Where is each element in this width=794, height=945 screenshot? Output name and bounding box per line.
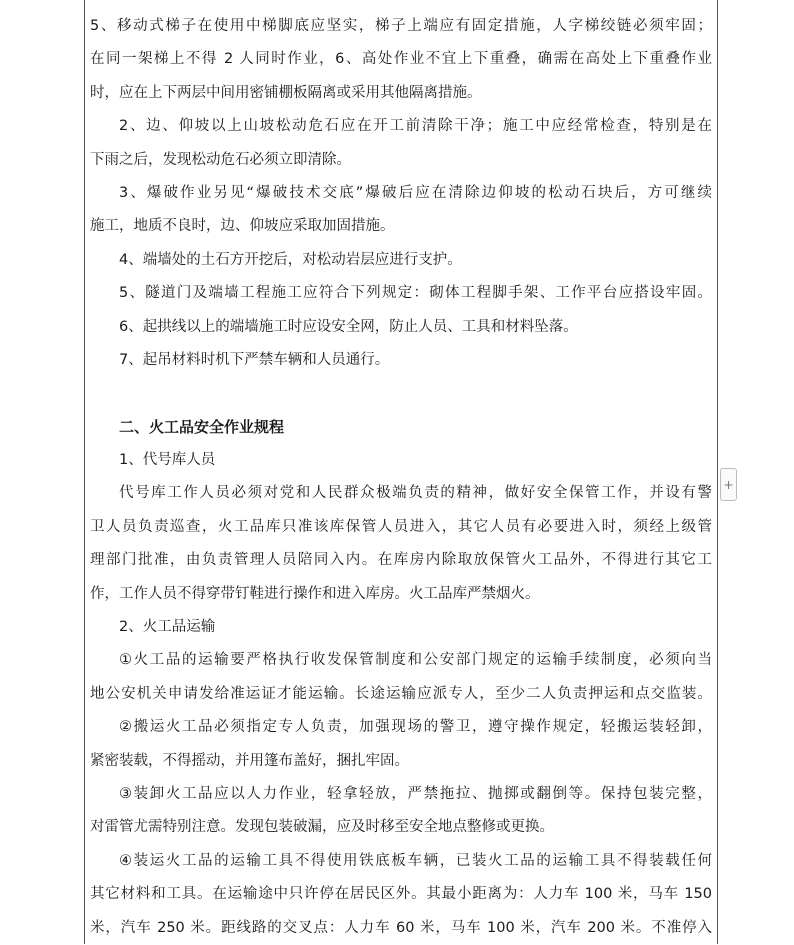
text-line: 1、代号库人员 xyxy=(119,452,216,469)
text-line: 7、起吊材料时机下严禁车辆和人员通行。 xyxy=(119,351,390,368)
text-line: 对雷管尤需特别注意。发现包装破漏，应及时移至安全地点整修或更换。 xyxy=(90,819,554,836)
text-line: ④装运火工品的运输工具不得使用铁底板车辆，已装火工品的运输工具不得装载任何 xyxy=(119,852,712,869)
text-line: 在同一架梯上不得 2 人同时作业，6、高处作业不宜上下重叠，确需在高处上下重叠作业 xyxy=(90,51,712,68)
text-line: 代号库工作人员必须对党和人民群众极端负责的精神，做好安全保管工作，并设有警 xyxy=(119,485,712,502)
text-line: 4、端墙处的土石方开挖后，对松动岩层应进行支护。 xyxy=(119,251,462,268)
text-line: 2、火工品运输 xyxy=(119,619,216,636)
text-line: 5、隧道门及端墙工程施工应符合下列规定：砌体工程脚手架、工作平台应搭设牢固。 xyxy=(119,285,712,302)
text-line: 紧密装载，不得摇动，并用篷布盖好，捆扎牢固。 xyxy=(90,752,409,769)
expand-button[interactable] xyxy=(720,468,737,501)
text-line: 卫人员负责巡查，火工品库只准该库保管人员进入，其它人员有必要进入时，须经上级管 xyxy=(90,518,712,535)
text-line: 米，汽车 250 米。距线路的交叉点：人力车 60 米，马车 100 米，汽车 200 米。不准停入 xyxy=(90,919,712,936)
text-line: 5、移动式梯子在使用中梯脚底应坚实，梯子上端应有固定措施，人字梯绞链必须牢固； xyxy=(90,18,712,34)
text-line: 地公安机关申请发给准运证才能运输。长途运输应派专人，至少二人负责押运和点交监装。 xyxy=(90,685,712,702)
text-line: 其它材料和工具。在运输途中只许停在居民区外。其最小距离为：人力车 100 米，马车 150 xyxy=(90,886,712,903)
document-body xyxy=(90,10,712,945)
text-line: ①火工品的运输要严格执行收发保管制度和公安部门规定的运输手续制度，必须向当 xyxy=(119,652,712,669)
text-line: 作，工作人员不得穿带钉鞋进行操作和进入库房。火工品库严禁烟火。 xyxy=(90,585,540,602)
text-line: 时，应在上下两层中间用密铺棚板隔离或采用其他隔离措施。 xyxy=(90,84,482,101)
text-line: ③装卸火工品应以人力作业，轻拿轻放，严禁拖拉、抛掷或翻倒等。保持包装完整， xyxy=(119,785,712,802)
text-line: ②搬运火工品必须指定专人负责，加强现场的警卫，遵守操作规定，轻搬运装轻卸， xyxy=(119,719,712,736)
text-line: 6、起拱线以上的端墙施工时应设安全网，防止人员、工具和材料坠落。 xyxy=(119,318,578,335)
text-line: 施工，地质不良时，边、仰坡应采取加固措施。 xyxy=(90,218,395,235)
plus-icon: + xyxy=(723,477,734,492)
text-line: 3、爆破作业另见“爆破技术交底”爆破后应在清除边仰坡的松动石块后，方可继续 xyxy=(119,184,712,201)
text-line: 下雨之后，发现松动危石必须立即清除。 xyxy=(90,151,351,168)
text-line: 2、边、仰坡以上山坡松动危石应在开工前清除干净；施工中应经常检查，特别是在 xyxy=(119,118,712,135)
text-line: 理部门批准，由负责管理人员陪同入内。在库房内除取放保管火工品外，不得进行其它工 xyxy=(90,552,712,569)
blank-line xyxy=(90,377,712,410)
section-heading: 二、火工品安全作业规程 xyxy=(119,417,285,436)
